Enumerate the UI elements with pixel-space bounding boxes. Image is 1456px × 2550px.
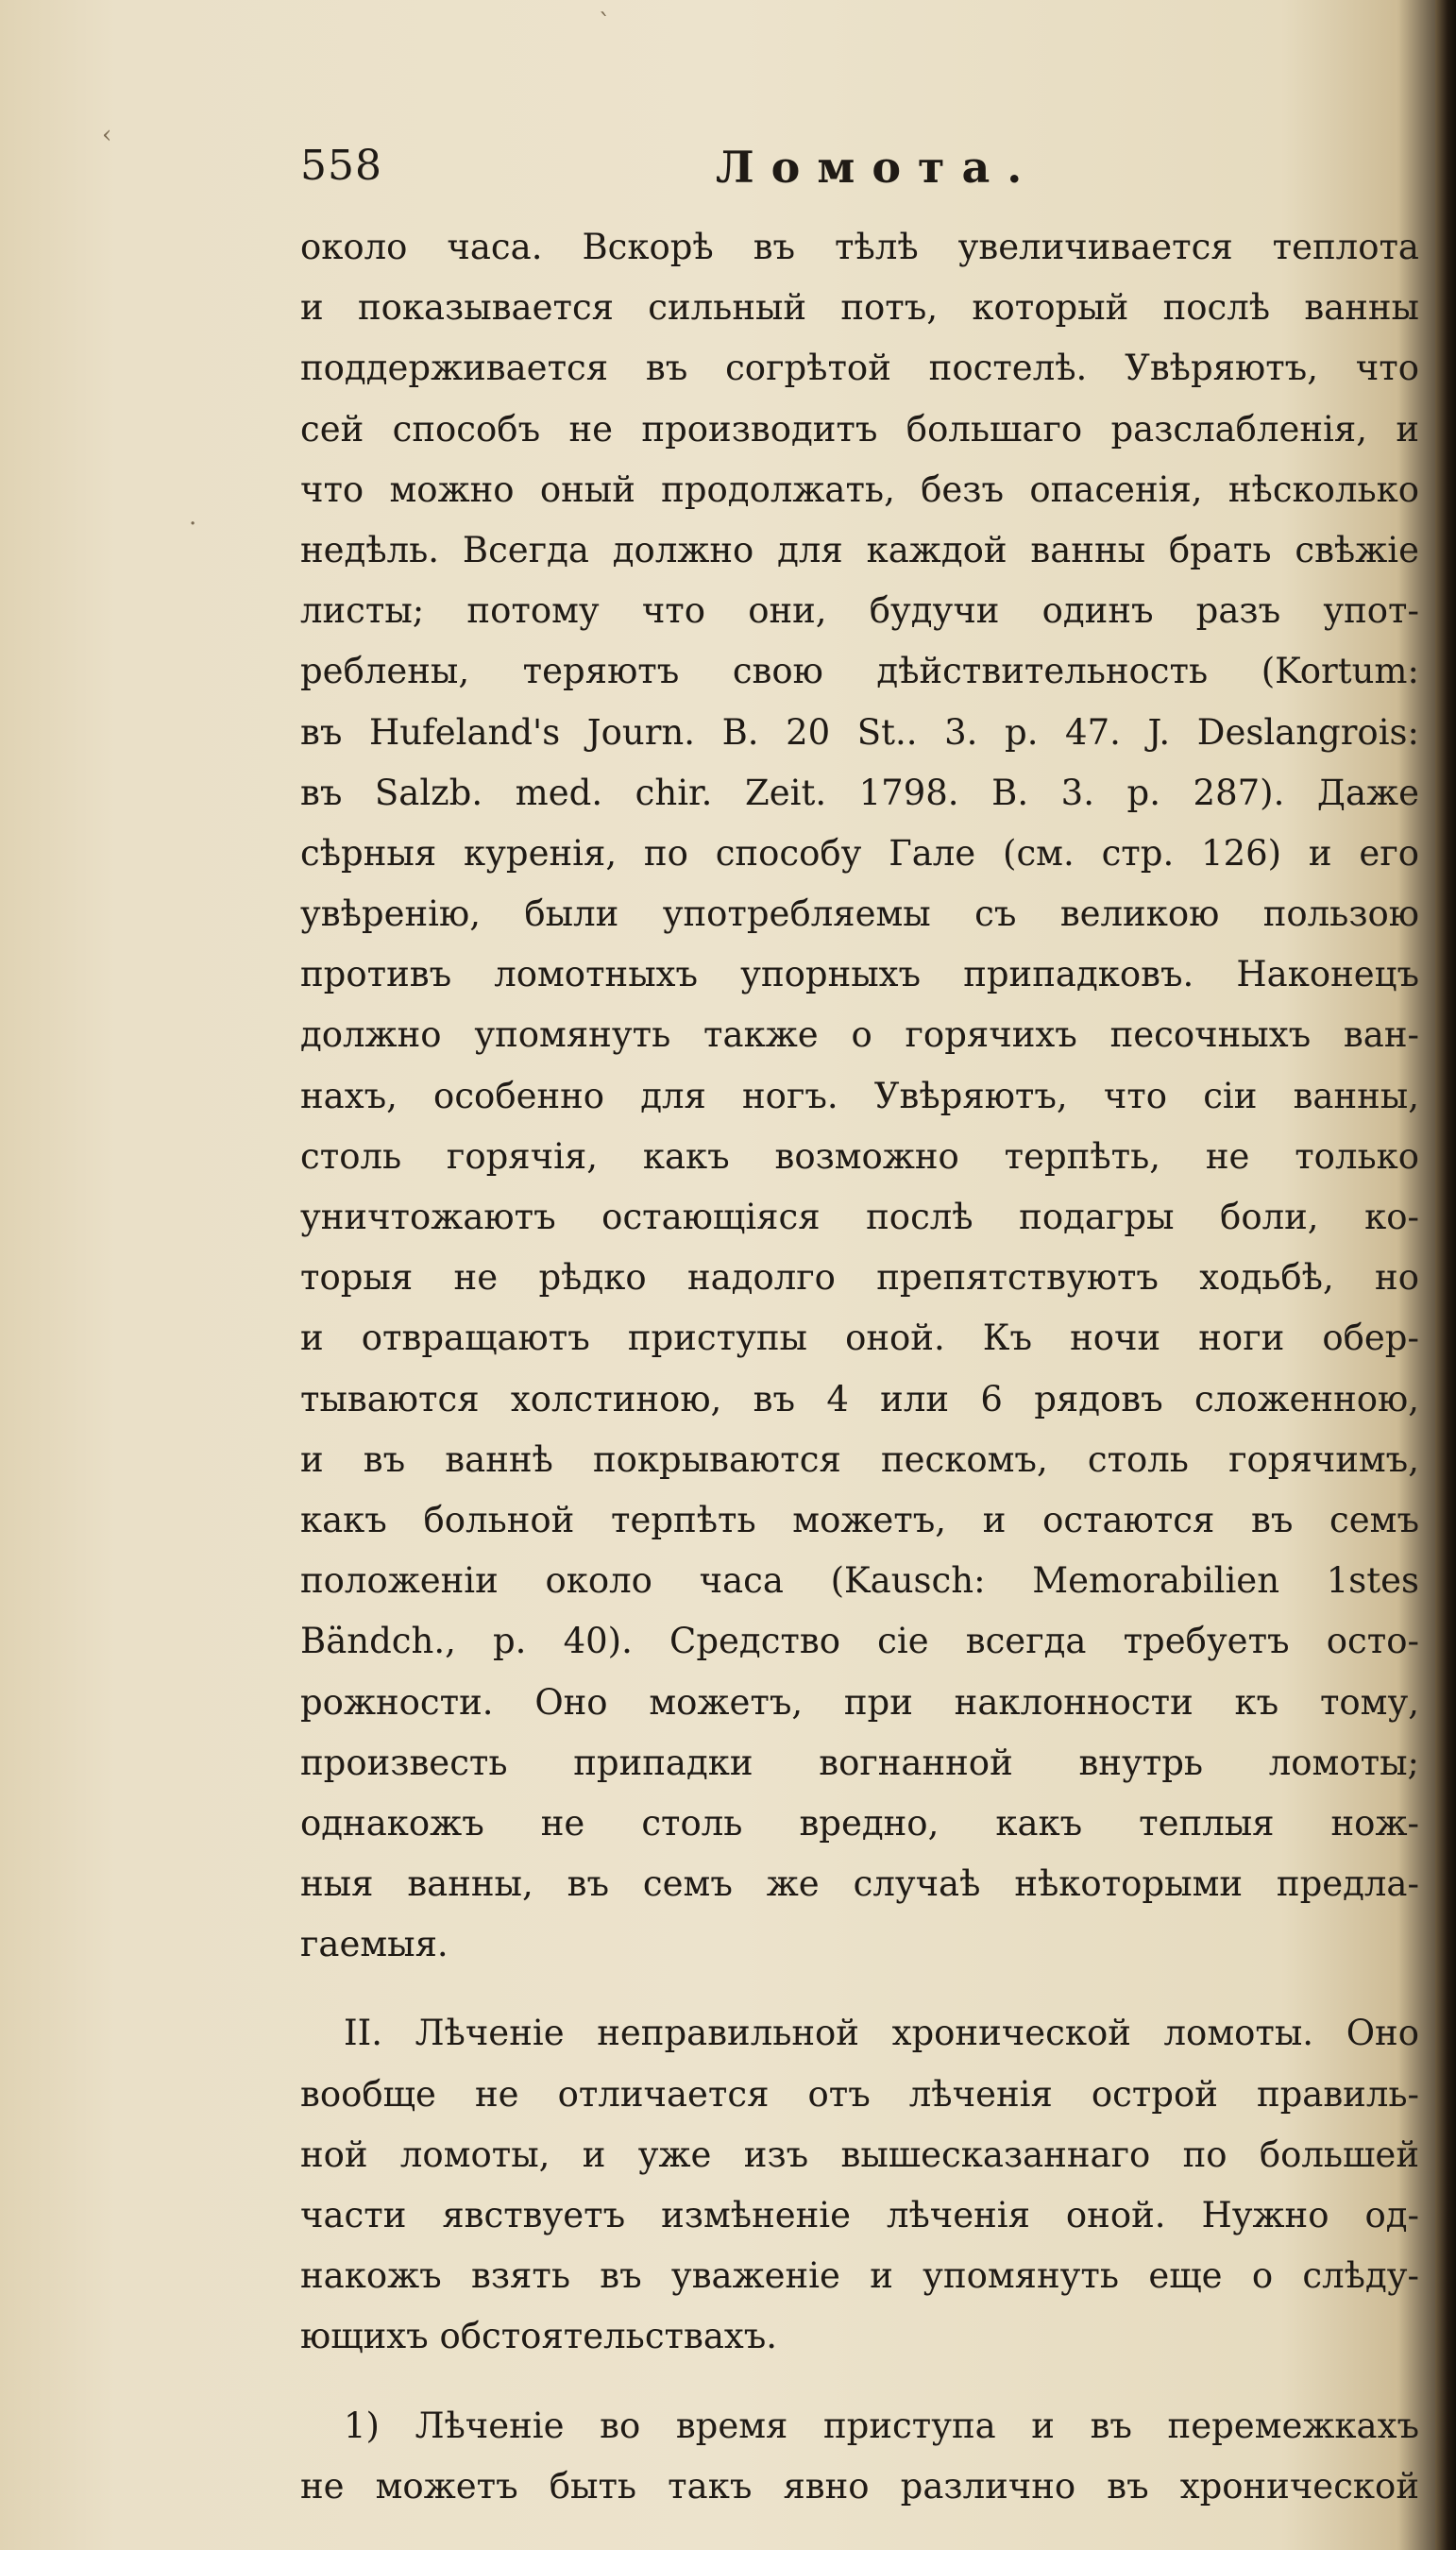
- text-line: произвесть припадки вогнанной внутрь ломоты;: [300, 1742, 1419, 1783]
- text-line: сѣрныя куренія, по способу Гале (см. стр. 126) и его: [300, 832, 1419, 874]
- section-heading-line: II. Лѣченіе неправильной хронической ломоты. Оно: [344, 2013, 1419, 2054]
- text-line: въ Salzb. med. chir. Zeit. 1798. B. 3. p. 287). Даже: [300, 772, 1419, 813]
- text-line: и въ ваннѣ покрываются пескомъ, столь горячимъ,: [300, 1438, 1419, 1480]
- text-line: нахъ, особенно для ногъ. Увѣряютъ, что сіи ванны,: [300, 1075, 1419, 1116]
- text-line: вообще не отличается отъ лѣченія острой правиль-: [300, 2073, 1419, 2115]
- text-line: что можно оный продолжать, безъ опасенія, нѣсколько: [300, 468, 1419, 510]
- text-line: противъ ломотныхъ упорныхъ припадковъ. Наконецъ: [300, 954, 1419, 995]
- text-line: недѣль. Всегда должно для каждой ванны брать свѣжіе: [300, 529, 1419, 570]
- text-line: ныя ванны, въ семъ же случаѣ нѣкоторыми предла-: [300, 1863, 1419, 1905]
- text-line: въ Hufeland's Journ. B. 20 St.. 3. p. 47. J. Deslangrois:: [300, 711, 1419, 753]
- text-line: уничтожаютъ остающіяся послѣ подагры боли, ко-: [300, 1197, 1419, 1237]
- text-line: должно упомянуть также о горячихъ песочныхъ ван-: [300, 1014, 1419, 1056]
- text-line: части явствуетъ измѣненіе лѣченія оной. Нужно од-: [300, 2195, 1419, 2236]
- text-line: и отвращаютъ приступы оной. Къ ночи ноги обер-: [300, 1318, 1419, 1359]
- text-line: однакожъ не столь вредно, какъ теплыя нож-: [300, 1802, 1419, 1844]
- text-line: увѣренію, были употребляемы съ великою пользою: [300, 893, 1419, 935]
- numbered-item-line: 1) Лѣченіе во время приступа и въ перемежкахъ: [344, 2405, 1419, 2446]
- text-line: и показывается сильный потъ, который послѣ ванны: [300, 287, 1419, 329]
- text-line: листы; потому что они, будучи одинъ разъ упот-: [300, 590, 1419, 632]
- text-line: Bändch., p. 40). Средство сіе всегда требуетъ осто-: [300, 1621, 1419, 1662]
- text-line: ной ломоты, и уже изъ вышесказаннаго по большей: [300, 2134, 1419, 2175]
- text-line: ющихъ обстоятельствахъ.: [300, 2316, 778, 2357]
- text-line: не можетъ быть такъ явно различно въ хронической: [300, 2465, 1419, 2507]
- page-number: 558: [300, 142, 382, 190]
- body-text: [300, 217, 1419, 2517]
- page-header: [300, 142, 1419, 208]
- text-line: какъ больной терпѣть можетъ, и остаются въ семъ: [300, 1499, 1419, 1540]
- text-line: гаемыя.: [300, 1924, 449, 1965]
- text-line: столь горячія, какъ возможно терпѣть, не только: [300, 1135, 1419, 1177]
- text-line: торыя не рѣдко надолго препятствуютъ ходьбѣ, но: [300, 1257, 1419, 1299]
- text-line: поддерживается въ согрѣтой постелѣ. Увѣряютъ, что: [300, 348, 1419, 389]
- running-title: Ломота.: [716, 142, 1040, 193]
- text-line: накожъ взять въ уваженіе и упомянуть еще о слѣду-: [300, 2255, 1419, 2297]
- text-line: тываются холстиною, въ 4 или 6 рядовъ сложенною,: [300, 1378, 1419, 1420]
- text-line: положеніи около часа (Kausch: Memorabilien 1stes: [300, 1560, 1419, 1602]
- text-line: сей способъ не производитъ большаго разслабленія, и: [300, 408, 1419, 450]
- margin-mark: ‹: [102, 121, 112, 149]
- text-line: около часа. Вскорѣ въ тѣлѣ увеличивается теплота: [300, 227, 1419, 267]
- margin-mark: `: [599, 9, 611, 38]
- margin-mark: ·: [189, 510, 197, 538]
- book-spine-shadow: [1435, 0, 1456, 2550]
- text-line: реблены, теряютъ свою дѣйствительность (Kortum:: [300, 651, 1419, 692]
- text-line: рожности. Оно можетъ, при наклонности къ тому,: [300, 1681, 1419, 1723]
